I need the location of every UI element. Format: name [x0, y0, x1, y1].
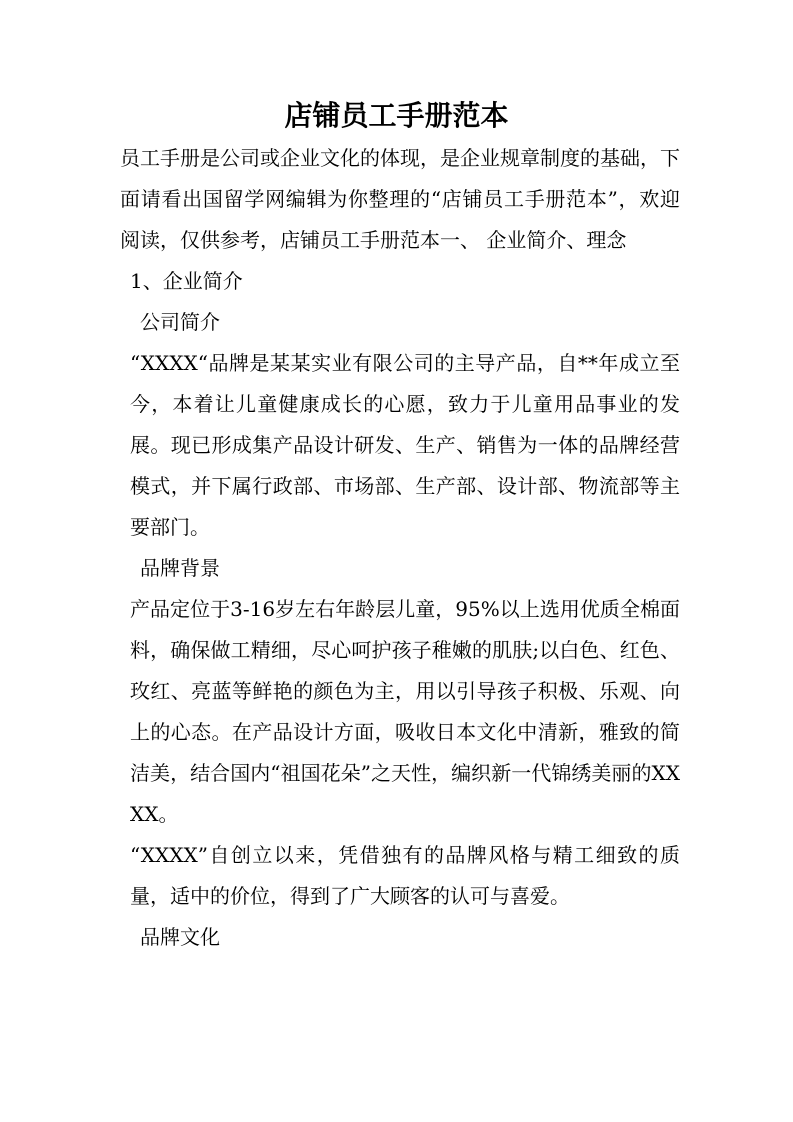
intro-paragraph: 员工手册是公司或企业文化的体现，是企业规章制度的基础，下面请看出国留学网编辑为你整理的“店铺员工手册范本”，欢迎阅读，仅供参考，店铺员工手册范本一、 企业简介、理念: [120, 146, 680, 252]
brand-quality-paragraph: “XXXX”自创立以来，凭借独有的品牌风格与精工细致的质量，适中的价位，得到了广大顾客的认可与喜爱。: [130, 843, 680, 908]
brand-culture-heading: 品牌文化: [140, 925, 220, 949]
brand-background-paragraph: 产品定位于3-16岁左右年龄层儿童，95%以上选用优质全棉面料，确保做工精细，尽心呵护孩子稚嫩的肌肤;以白色、红色、玫红、亮蓝等鲜艳的颜色为主，用以引导孩子积极、乐观、向上的心态。在产品设计方面，吸收日本文化中清新，雅致的简洁美，结合国内“祖国花朵”之天性，编织新一代锦绣美丽的XXXX。: [130, 597, 680, 826]
company-intro-heading: 公司简介: [140, 310, 220, 334]
document-body: [120, 138, 680, 958]
document-title: 店铺员工手册范本: [284, 99, 509, 132]
company-intro-paragraph: “XXXX“品牌是某某实业有限公司的主导产品，自**年成立至今，本着让儿童健康成长的心愿，致力于儿童用品事业的发展。现已形成集产品设计研发、生产、销售为一体的品牌经营模式，并下属行政部、市场部、生产部、设计部、物流部等主要部门。: [130, 351, 680, 539]
brand-background-heading: 品牌背景: [140, 556, 220, 580]
section-heading-company-intro: 1、企业简介: [130, 269, 243, 293]
